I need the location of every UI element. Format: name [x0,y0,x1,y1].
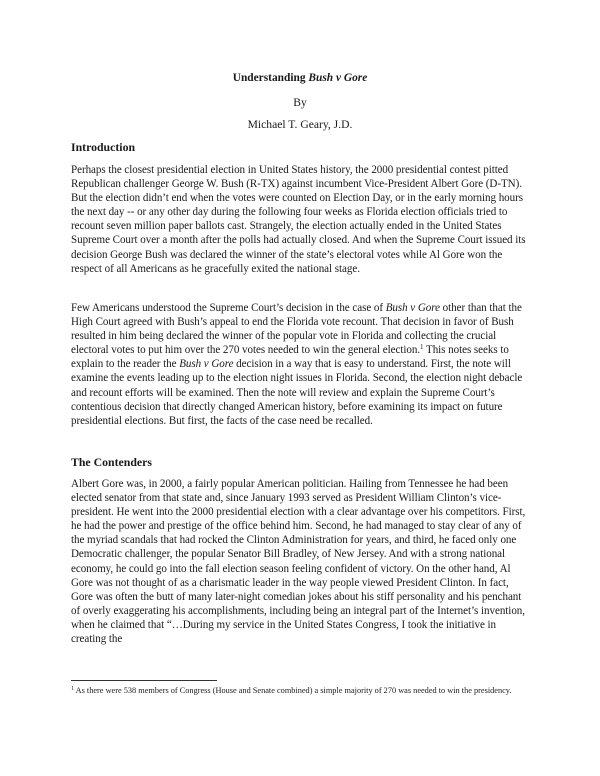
paragraph-intro-2 [71,301,531,428]
footnote-divider [71,680,217,681]
footnote-marker: 1 [71,686,74,692]
case-name-inline-2: Bush v Gore [179,358,234,371]
title-prefix: Understanding [232,72,306,84]
section-heading-introduction: Introduction [71,140,136,154]
paragraph-intro-2-part-b: other than that the High Court agreed with Bush’s appeal to end the Florida vote recount. That decision in favor of Bush resulted in him being declared the winner of the popular vote in Florida and collecting the crucial electoral votes to put him over the 270 votes needed to win the general election. [71,302,522,357]
paragraph-intro-2-part-d: decision in a way that is easy to understand. First, the note will examine the events leading up to the election night issues in Florida. Second, the election night debacle and recount efforts will be examined. Then the note will review and explain the Supreme Court’s contentious decision that directly changed American history, before examining its impact on future presidential elections. But first, the facts of the case need be recalled. [71,358,523,427]
section-heading-contenders: The Contenders [71,455,152,469]
byline: By [293,96,307,109]
document-title [0,72,600,84]
paragraph-contenders-1: Albert Gore was, in 2000, a fairly popular American politician. Hailing from Tennessee he had been elected senator from that state and, since January 1993 served as President William Clinton’s vice-president. He went into the 2000 presidential election with a clear advantage over his competitors. First, he had the power and prestige of the office behind him. Second, he had managed to stay clear of any of the myriad scandals that had rocked the Clinton Administration for years, and third, he faced only one Democratic challenger, the popular Senator Bill Bradley, of New Jersey. And with a strong national economy, he could go into the fall election season feeling confident of victory. On the other hand, Al Gore was not thought of as a charismatic leader in the way people viewed President Clinton. In fact, Gore was often the butt of many later-night comedian jokes about his stiff personality and his penchant of overly exaggerating his accomplishments, including being an integral part of the Internet’s invention, when he claimed that “…During my service in the United States Congress, I took the initiative in creating the [71,478,526,646]
footnote-reference[interactable]: 1 [420,343,424,352]
author-name: Michael T. Geary, J.D. [247,118,353,131]
paragraph-intro-2-part-c: This notes seeks to explain to the reader the [71,344,509,371]
paragraph-intro-2-part-a: Few Americans understood the Supreme Court’s decision in the case of [71,302,386,314]
footnote [71,685,533,698]
case-name-inline: Bush v Gore [385,302,440,314]
footnote-text: As there were 538 members of Congress (House and Senate combined) a simple majority of 270 was needed to win the presidency. [74,686,512,695]
title-case-name: Bush v Gore [308,72,368,84]
paragraph-intro-1: Perhaps the closest presidential election in United States history, the 2000 presidential contest pitted Republican challenger George W. Bush (R-TX) against incumbent Vice-President Albert Gore (D-TN). But the election didn’t end when the votes were counted on Election Day, or in the early morning hours the next day -- or any other day during the following four weeks as Florida election officials tried to recount seven million paper ballots cast. Strangely, the election actually ended in the United States Supreme Court over a month after the polls had actually closed. And when the Supreme Court issued its decision George Bush was declared the winner of the state’s electoral votes while Al Gore won the respect of all Americans as he gracefully exited the national stage. [71,164,526,275]
